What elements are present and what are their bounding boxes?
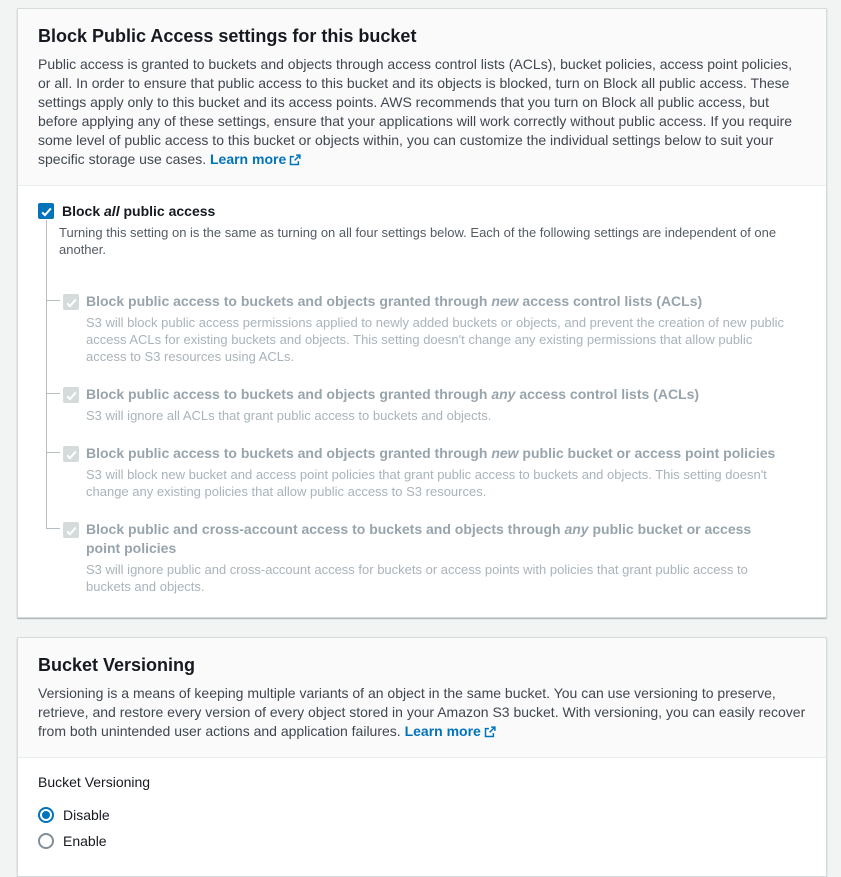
title-italic: any (491, 386, 516, 402)
bucket-versioning-title: Bucket Versioning (38, 655, 196, 675)
learn-more-link[interactable] (405, 723, 496, 739)
setting-text (86, 444, 786, 500)
setting-row-acl-any (46, 365, 806, 424)
setting-row-policy-new (46, 424, 806, 500)
setting-title (86, 520, 786, 558)
radio-enable[interactable] (38, 833, 54, 849)
setting-text (86, 520, 786, 595)
title-suffix: access control lists (ACLs) (515, 386, 700, 402)
setting-description: S3 will block public access permissions applied to newly added buckets or objects, and prevent the creation of new public access ACLs for existing buckets and objects. This setting doesn't change any existing permissions that allow public access to S3 resources using ACLs. (86, 315, 785, 364)
description-text: Versioning is a means of keeping multiple variants of an object in the same bucket. You can use versioning to preserve, retrieve, and restore every version of every object stored in your Amazon S3 bucket. With versioning, you can easily recover from both unintended user actions and application failures. (38, 685, 806, 739)
radio-disable[interactable] (38, 807, 54, 823)
learn-more-link[interactable] (210, 151, 301, 167)
versioning-option-enable[interactable] (38, 828, 806, 854)
title-italic: new (491, 293, 519, 309)
setting-checkbox-policy-new (63, 446, 79, 462)
label-suffix: public access (119, 203, 216, 219)
title-prefix: Block public and cross-account access to buckets and objects through (86, 521, 565, 537)
title-prefix: Block public access to buckets and objects granted through (86, 293, 492, 309)
versioning-option-disable[interactable] (38, 802, 806, 828)
radio-enable-label: Enable (63, 833, 107, 849)
external-link-icon (289, 153, 301, 169)
learn-more-label: Learn more (404, 723, 481, 739)
block-all-label[interactable] (62, 202, 215, 220)
setting-description: S3 will ignore all ACLs that grant public access to buckets and objects. (86, 408, 492, 423)
setting-row-policy-any (46, 500, 806, 595)
setting-row-acl-new (46, 272, 806, 365)
external-link-icon (484, 725, 496, 741)
bucket-versioning-description (38, 684, 806, 743)
setting-title (86, 444, 786, 463)
block-all-checkbox[interactable] (38, 203, 54, 219)
title-prefix: Block public access to buckets and objects granted through (86, 445, 492, 461)
bucket-versioning-panel (17, 637, 827, 877)
title-prefix: Block public access to buckets and objects granted through (86, 386, 492, 402)
label-prefix: Block (62, 203, 105, 219)
title-italic: new (491, 445, 519, 461)
block-public-access-panel (17, 8, 827, 618)
bucket-versioning-field-label: Bucket Versioning (38, 774, 151, 790)
page-title: Block Public Access settings for this bucket (38, 26, 417, 46)
block-public-access-body (18, 186, 826, 617)
setting-text (86, 385, 699, 424)
setting-checkbox-acl-any (63, 387, 79, 403)
setting-checkbox-acl-new (63, 294, 79, 310)
setting-text (86, 292, 786, 365)
title-italic: any (564, 521, 589, 537)
description-text: Public access is granted to buckets and objects through access control lists (ACLs), bucket policies, access point policies, or all. In order to ensure that public access to this bucket and its objects is blocked, turn on Block all public access. These settings apply only to this bucket and its access points. AWS recommends that you turn on Block all public access, but before applying any of these settings, ensure that your applications will work correctly without public access. If you require some level of public access to this bucket or objects within, you can customize the individual settings below to suit your specific storage use cases. (38, 56, 793, 167)
setting-checkbox-policy-any (63, 522, 79, 538)
setting-description: S3 will ignore public and cross-account access for buckets or access points with policies that grant public access to buckets and objects. (86, 562, 748, 594)
block-public-access-description (38, 55, 806, 171)
radio-disable-label: Disable (63, 807, 110, 823)
learn-more-label: Learn more (209, 151, 287, 167)
setting-title (86, 385, 699, 404)
title-suffix: access control lists (ACLs) (518, 293, 703, 309)
title-suffix: public bucket or access point policies (86, 521, 752, 556)
title-suffix: public bucket or access point policies (518, 445, 776, 461)
setting-title (86, 292, 786, 311)
block-all-row (38, 202, 806, 220)
bucket-versioning-header (18, 638, 826, 758)
bucket-versioning-body (18, 758, 826, 876)
block-public-access-header (18, 9, 826, 186)
setting-description: S3 will block new bucket and access point policies that grant public access to buckets and objects. This setting doesn't change any existing policies that allow public access to S3 resources. (86, 467, 767, 499)
label-italic: all (104, 203, 120, 219)
block-all-description: Turning this setting on is the same as turning on all four settings below. Each of the following settings are independent of one another. (46, 220, 786, 272)
block-all-children (46, 220, 806, 595)
